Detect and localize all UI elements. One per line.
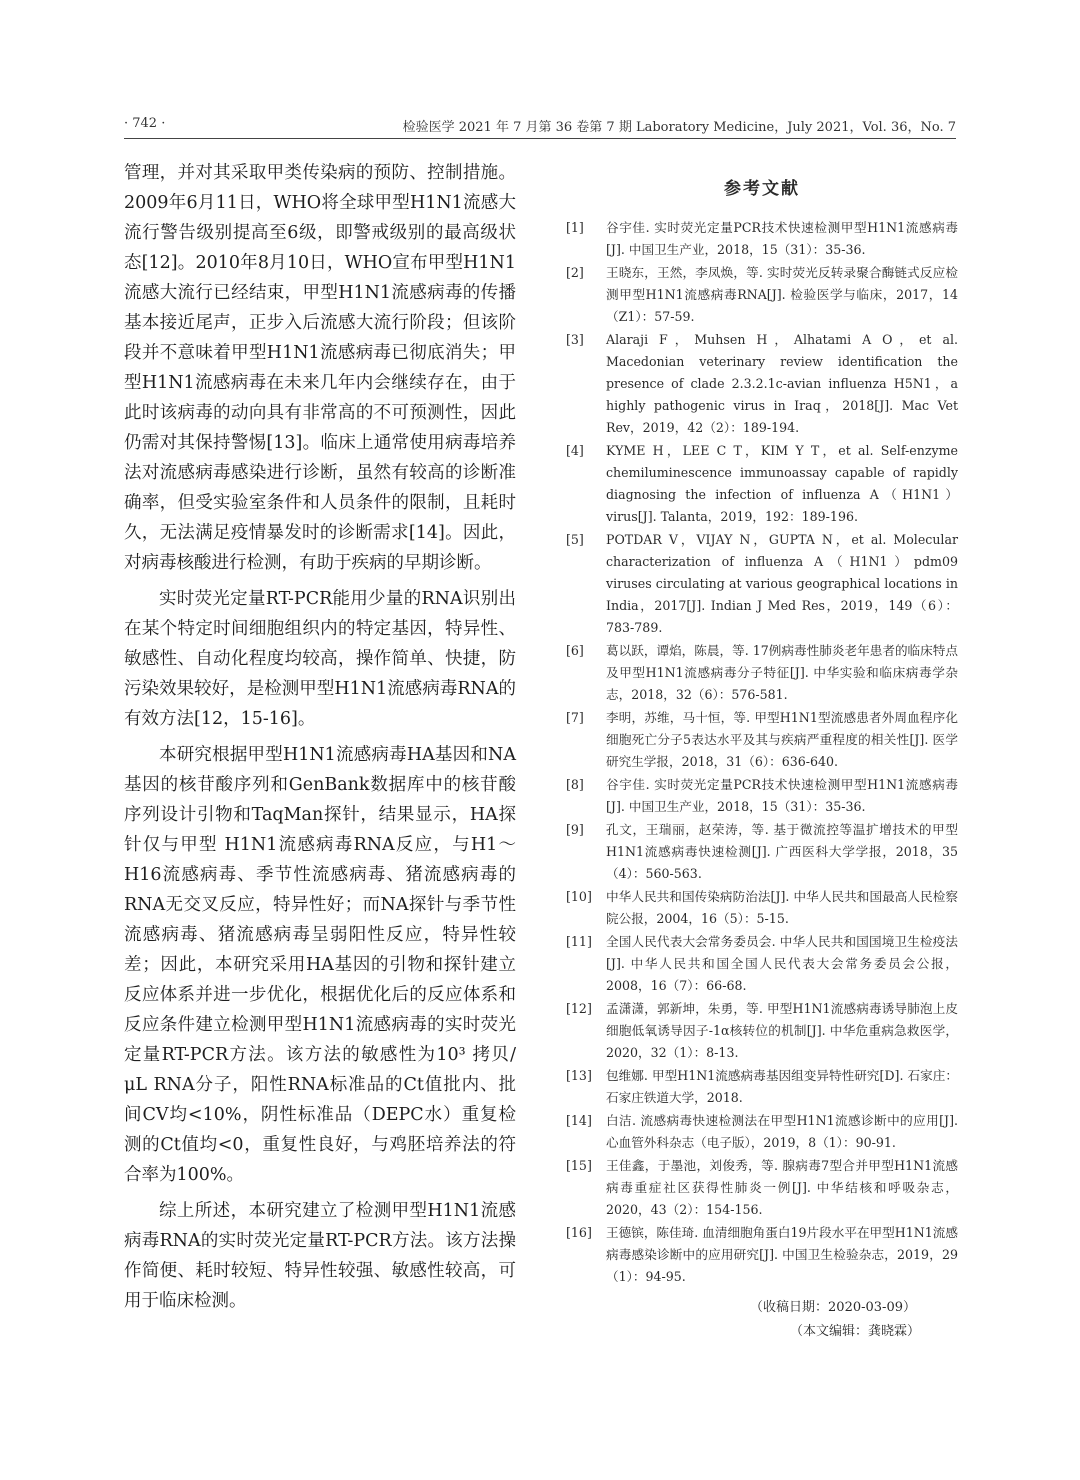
references-heading: 参考文献 bbox=[724, 179, 800, 199]
reference-text: 谷宇佳. 实时荧光定量PCR技术快速检测甲型H1N1流感病毒[J]. 中国卫生产业，2018，15（31）：35-36. bbox=[606, 220, 958, 257]
reference-item bbox=[566, 217, 958, 261]
running-header bbox=[124, 112, 956, 139]
journal-citation: 检验医学 2021 年 7 月第 36 卷第 7 期 Laboratory Medicine，July 2021，Vol. 36，No. 7 bbox=[402, 120, 956, 135]
reference-item bbox=[566, 1065, 958, 1109]
body-paragraph: 本研究根据甲型H1N1流感病毒HA基因和NA基因的核苷酸序列和GenBank数据库中的核苷酸序列设计引物和TaqMan探针，结果显示，HA探针仅与甲型 H1N1流感病毒RNA反应，与H1～H16流感病毒、季节性流感病毒、猪流感病毒的RNA无交叉反应，特异性好；而NA探针与季节性流感病毒、猪流感病毒呈弱阳性反应，特异性较差；因此，本研究采用HA基因的引物和探针建立反应体系并进一步优化，根据优化后的反应体系和反应条件建立检测甲型H1N1流感病毒的实时荧光定量RT-PCR方法。该方法的敏感性为10³ 拷贝/μL RNA分子，阳性RNA标准品的Ct值批内、批间CV均<10%，阴性标准品（DEPC水）重复检测的Ct值均<0，重复性良好，与鸡胚培养法的符合率为100%。 bbox=[124, 745, 516, 1185]
reference-text: 孔文，王瑞丽，赵荣涛，等. 基于微流控等温扩增技术的甲型H1N1流感病毒快速检测[J]. 广西医科大学学报，2018，35（4）：560-563. bbox=[606, 822, 958, 881]
reference-number: [14] bbox=[566, 1113, 592, 1128]
reference-item bbox=[566, 998, 958, 1064]
reference-number: [15] bbox=[566, 1158, 592, 1173]
reference-number: [11] bbox=[566, 934, 592, 949]
reference-item bbox=[566, 886, 958, 930]
reference-item bbox=[566, 440, 958, 528]
received-date: （收稿日期：2020-03-09） bbox=[750, 1300, 916, 1315]
reference-item bbox=[566, 640, 958, 706]
reference-number: [6] bbox=[566, 643, 584, 658]
body-paragraph: 实时荧光定量RT-PCR能用少量的RNA识别出在某个特定时间细胞组织内的特定基因，特异性、敏感性、自动化程度均较高，操作简单、快捷，防污染效果较好，是检测甲型H1N1流感病毒RNA的有效方法[12，15-16]。 bbox=[124, 589, 516, 729]
reference-item bbox=[566, 1110, 958, 1154]
body-paragraph: 管理，并对其采取甲类传染病的预防、控制措施。2009年6月11日，WHO将全球甲型H1N1流感大流行警告级别提高至6级，即警戒级别的最高级状态[12]。2010年8月10日，WHO宣布甲型H1N1流感大流行已经结束，甲型H1N1流感病毒的传播基本接近尾声，正步入后流感大流行阶段；但该阶段并不意味着甲型H1N1流感病毒已彻底消失；甲型H1N1流感病毒在未来几年内会继续存在，由于此时该病毒的动向具有非常高的不可预测性，因此仍需对其保持警惕[13]。临床上通常使用病毒培养法对流感病毒感染进行诊断，虽然有较高的诊断准确率，但受实验室条件和人员条件的限制，且耗时久，无法满足疫情暴发时的诊断需求[14]。因此，对病毒核酸进行检测，有助于疾病的早期诊断。 bbox=[124, 163, 516, 573]
reference-text: 王德镔，陈佳琦. 血清细胞角蛋白19片段水平在甲型H1N1流感病毒感染诊断中的应用研究[J]. 中国卫生检验杂志，2019，29（1）：94-95. bbox=[606, 1225, 958, 1284]
reference-text: 全国人民代表大会常务委员会. 中华人民共和国国境卫生检疫法[J]. 中华人民共和国全国人民代表大会常务委员会公报，2008，16（7）：66-68. bbox=[606, 934, 958, 993]
body-paragraph: 综上所述，本研究建立了检测甲型H1N1流感病毒RNA的实时荧光定量RT-PCR方法。该方法操作简便、耗时较短、特异性较强、敏感性较高，可用于临床检测。 bbox=[124, 1201, 516, 1311]
reference-item bbox=[566, 774, 958, 818]
reference-item bbox=[566, 707, 958, 773]
reference-text: 白洁. 流感病毒快速检测法在甲型H1N1流感诊断中的应用[J]. 心血管外科杂志（电子版），2019，8（1）：90-91. bbox=[606, 1113, 958, 1150]
reference-text: 王晓东，王然，李凤焕，等. 实时荧光反转录聚合酶链式反应检测甲型H1N1流感病毒RNA[J]. 检验医学与临床，2017，14（Z1）：57-59. bbox=[606, 265, 958, 324]
reference-number: [3] bbox=[566, 332, 584, 347]
reference-number: [4] bbox=[566, 443, 584, 458]
reference-item bbox=[566, 1222, 958, 1288]
reference-item bbox=[566, 819, 958, 885]
reference-text: 王佳鑫，于墨池，刘俊秀，等. 腺病毒7型合并甲型H1N1流感病毒重症社区获得性肺炎一例[J]. 中华结核和呼吸杂志，2020，43（2）：154-156. bbox=[606, 1158, 958, 1217]
editor-note: （本文编辑：龚晓霖） bbox=[789, 1324, 920, 1339]
reference-number: [9] bbox=[566, 822, 584, 837]
reference-text: 孟潇潇，郭新坤，朱勇，等. 甲型H1N1流感病毒诱导肺泡上皮细胞低氧诱导因子-1α核转位的机制[J]. 中华危重病急救医学，2020，32（1）：8-13. bbox=[606, 1001, 958, 1060]
page-number: · 742 · bbox=[124, 116, 166, 131]
reference-number: [13] bbox=[566, 1068, 592, 1083]
reference-number: [8] bbox=[566, 777, 584, 792]
reference-number: [2] bbox=[566, 265, 584, 280]
reference-number: [1] bbox=[566, 220, 584, 235]
reference-text: 葛以跃，谭焰，陈晨，等. 17例病毒性肺炎老年患者的临床特点及甲型H1N1流感病毒分子特征[J]. 中华实验和临床病毒学杂志，2018，32（6）：576-581. bbox=[606, 643, 958, 702]
reference-item bbox=[566, 529, 958, 639]
reference-number: [7] bbox=[566, 710, 584, 725]
body-text-column bbox=[124, 158, 516, 1316]
reference-number: [10] bbox=[566, 889, 592, 904]
reference-item bbox=[566, 262, 958, 328]
reference-text: 包维娜. 甲型H1N1流感病毒基因组变异特性研究[D]. 石家庄：石家庄铁道大学，2018. bbox=[606, 1068, 958, 1105]
reference-number: [12] bbox=[566, 1001, 592, 1016]
reference-list bbox=[566, 217, 958, 1288]
reference-text: Alaraji F，Muhsen H，Alhatami A O，et al. Macedonian veterinary review identification the presence of clade 2.3.2.1c-avian influenza H5N1，a highly pathogenic virus in Iraq，2018[J]. Mac Vet Rev，2019，42（2）：189-194. bbox=[606, 332, 958, 435]
reference-item bbox=[566, 931, 958, 997]
reference-text: 李明，苏维，马十恒，等. 甲型H1N1型流感患者外周血程序化细胞死亡分子5表达水平及其与疾病严重程度的相关性[J]. 医学研究生学报，2018，31（6）：636-640. bbox=[606, 710, 958, 769]
reference-number: [5] bbox=[566, 532, 584, 547]
reference-text: KYME H，LEE C T，KIM Y T，et al. Self-enzyme chemiluminescence immunoassay capable of rapidly diagnosing the infection of influenza A（H1N1） virus[J]. Talanta，2019，192：189-196. bbox=[606, 443, 958, 524]
reference-item bbox=[566, 329, 958, 439]
references-column bbox=[566, 174, 958, 1344]
reference-text: POTDAR V，VIJAY N，GUPTA N，et al. Molecular characterization of influenza A（H1N1）pdm09 viruses circulating at various geographical locations in India，2017[J]. Indian J Med Res，2019，149（6）：783-789. bbox=[606, 532, 958, 635]
reference-text: 谷宇佳. 实时荧光定量PCR技术快速检测甲型H1N1流感病毒[J]. 中国卫生产业，2018，15（31）：35-36. bbox=[606, 777, 958, 814]
reference-text: 中华人民共和国传染病防治法[J]. 中华人民共和国最高人民检察院公报，2004，16（5）：5-15. bbox=[606, 889, 958, 926]
reference-item bbox=[566, 1155, 958, 1221]
reference-number: [16] bbox=[566, 1225, 592, 1240]
